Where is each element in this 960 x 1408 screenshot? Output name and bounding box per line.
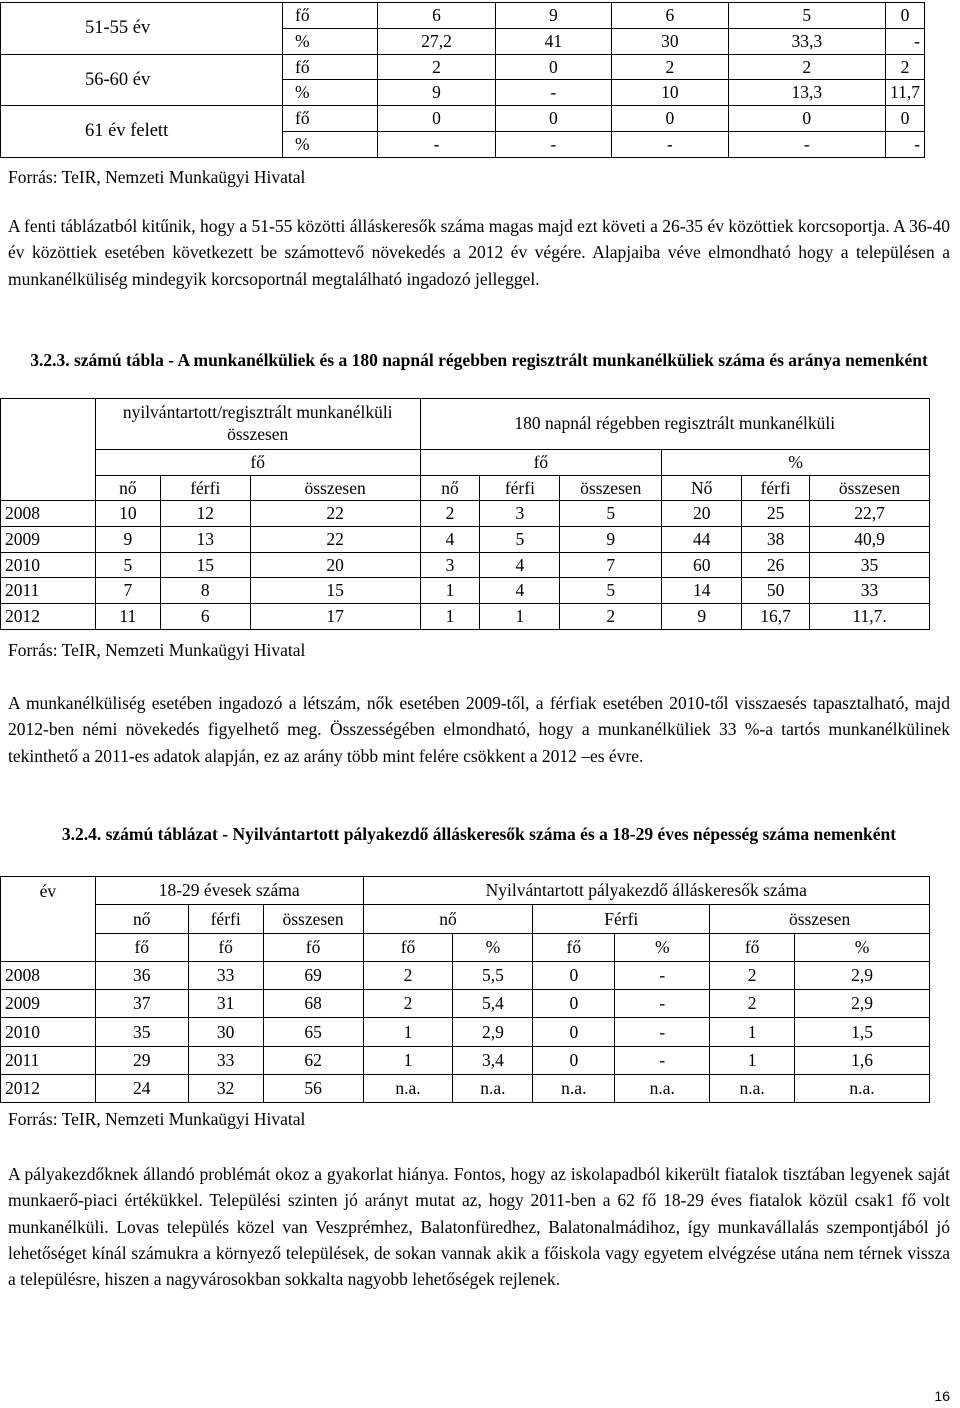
- header-osszesen: összesen: [710, 905, 930, 933]
- header-ferfi: férfi: [188, 905, 263, 933]
- year-cell: 2010: [1, 1018, 96, 1046]
- table-cell: 14: [662, 578, 742, 604]
- table-cell: 2,9: [795, 961, 930, 989]
- table-cell: 22: [250, 527, 420, 553]
- header-career-starters: Nyilvántartott pályakezdő álláskeresők száma: [363, 877, 929, 905]
- table-cell: 10: [95, 501, 160, 527]
- table-cell: n.a.: [533, 1075, 615, 1103]
- table-cell: 15: [250, 578, 420, 604]
- table-row: [1, 578, 930, 604]
- unit-label: fő: [283, 54, 378, 80]
- table-cell: 0: [533, 990, 615, 1018]
- table-row: [1, 3, 925, 29]
- table-cell: 24: [95, 1075, 188, 1103]
- column-header: %: [795, 933, 930, 961]
- table-cell: -: [615, 1046, 710, 1074]
- column-header: összesen: [810, 475, 930, 501]
- header-registered: nyilvántartott/regisztrált munkanélküli összesen: [95, 399, 420, 450]
- year-cell: 2008: [1, 501, 96, 527]
- year-cell: 2009: [1, 990, 96, 1018]
- table-cell: 2: [560, 604, 662, 630]
- column-header: férfi: [742, 475, 810, 501]
- header-180-days: 180 napnál régebben regisztrált munkanélküli: [420, 399, 929, 450]
- year-cell: 2011: [1, 1046, 96, 1074]
- table-cell: 2: [420, 501, 480, 527]
- table-cell: 30: [188, 1018, 263, 1046]
- table-cell: 17: [250, 604, 420, 630]
- table-cell: -: [612, 131, 728, 157]
- table-cell: 1: [420, 604, 480, 630]
- table-cell: 15: [160, 552, 250, 578]
- table-cell: 0: [533, 1046, 615, 1074]
- table-cell: -: [495, 80, 611, 106]
- table-cell: 5,5: [453, 961, 533, 989]
- year-cell: 2009: [1, 527, 96, 553]
- table-cell: 6: [160, 604, 250, 630]
- table-cell: 56: [263, 1075, 363, 1103]
- young-jobseekers-table: [0, 876, 930, 1103]
- table-cell: 9: [495, 3, 611, 29]
- table-cell: 1: [710, 1018, 795, 1046]
- column-header: nő: [95, 475, 160, 501]
- table-cell: 1: [363, 1046, 453, 1074]
- column-header: férfi: [160, 475, 250, 501]
- table-cell: 7: [95, 578, 160, 604]
- column-header: fő: [363, 933, 453, 961]
- table-cell: 5: [95, 552, 160, 578]
- table-cell: 9: [378, 80, 495, 106]
- table2-title: 3.2.3. számú tábla - A munkanélküliek és a 180 napnál régebben regisztrált munkanélküliek száma és aránya nemenként: [30, 350, 928, 370]
- table-cell: 33,3: [728, 28, 885, 54]
- table2-source: Forrás: TeIR, Nemzeti Munkaügyi Hivatal: [8, 640, 306, 660]
- unemployed-table-head: [1, 399, 930, 501]
- table-cell: 3: [480, 501, 560, 527]
- header-no: nő: [95, 905, 188, 933]
- young-table-head: [1, 877, 930, 962]
- table-cell: 26: [742, 552, 810, 578]
- table1-source: Forrás: TeIR, Nemzeti Munkaügyi Hivatal: [8, 167, 306, 187]
- header-18-29: 18-29 évesek száma: [95, 877, 363, 905]
- year-cell: 2008: [1, 961, 96, 989]
- table-row: [1, 1075, 930, 1103]
- column-header: nő: [420, 475, 480, 501]
- table-cell: 0: [533, 961, 615, 989]
- age-group-table: [0, 2, 925, 158]
- column-header: Nő: [662, 475, 742, 501]
- table-cell: 2,9: [453, 1018, 533, 1046]
- column-header: összesen: [250, 475, 420, 501]
- table-cell: 22: [250, 501, 420, 527]
- table-cell: 33: [188, 1046, 263, 1074]
- table-cell: 1,5: [795, 1018, 930, 1046]
- table-cell: n.a.: [453, 1075, 533, 1103]
- table-cell: 69: [263, 961, 363, 989]
- table-cell: 9: [662, 604, 742, 630]
- header-osszesen: összesen: [263, 905, 363, 933]
- table-cell: 31: [188, 990, 263, 1018]
- column-header: fő: [188, 933, 263, 961]
- table-cell: 4: [480, 552, 560, 578]
- table-cell: 32: [188, 1075, 263, 1103]
- unit-label: %: [283, 80, 378, 106]
- table-cell: 2: [378, 54, 495, 80]
- table-cell: 8: [160, 578, 250, 604]
- table-cell: 12: [160, 501, 250, 527]
- table-cell: 2,9: [795, 990, 930, 1018]
- unit-label: %: [283, 131, 378, 157]
- table-cell: 5: [560, 578, 662, 604]
- table-cell: n.a.: [710, 1075, 795, 1103]
- table-cell: 0: [378, 106, 495, 132]
- column-header: fő: [95, 933, 188, 961]
- table-cell: 2: [612, 54, 728, 80]
- table-cell: 40,9: [810, 527, 930, 553]
- table-cell: 41: [495, 28, 611, 54]
- young-table-body: [1, 961, 930, 1102]
- header-ferfi: Férfi: [533, 905, 710, 933]
- column-header: %: [615, 933, 710, 961]
- table-cell: 44: [662, 527, 742, 553]
- table-cell: -: [728, 131, 885, 157]
- table-row: [1, 501, 930, 527]
- table-cell: 9: [560, 527, 662, 553]
- table-row: [1, 527, 930, 553]
- table-cell: 5: [728, 3, 885, 29]
- age-group-table-body: [1, 3, 925, 158]
- table-cell: 10: [612, 80, 728, 106]
- table-row: [1, 604, 930, 630]
- table-cell: 25: [742, 501, 810, 527]
- table-cell: 22,7: [810, 501, 930, 527]
- paragraph-1: A fenti táblázatból kitűnik, hogy a 51-55 közötti álláskeresők száma magas majd ezt követi a 26-35 év közöttiek korcsoportja. A 36-40 év közöttiek esetében következett be számottevő növekedés a 2012 év végére. Alapjaiba véve elmondható hogy a településen a munkanélküliség mindegyik korcsoportnál megtalálható ingadozó jelleggel.: [8, 216, 950, 289]
- age-group-label: 61 év felett: [1, 106, 283, 158]
- table-cell: 30: [612, 28, 728, 54]
- table-cell: 68: [263, 990, 363, 1018]
- table-cell: 0: [612, 106, 728, 132]
- table-cell: 5: [560, 501, 662, 527]
- table-row: [1, 990, 930, 1018]
- table-cell: 11: [95, 604, 160, 630]
- table-cell: 2: [363, 990, 453, 1018]
- unemployed-table-body: [1, 501, 930, 629]
- table-row: [1, 106, 925, 132]
- header-year: év: [1, 877, 96, 905]
- table-cell: 2: [710, 961, 795, 989]
- table-cell: 4: [420, 527, 480, 553]
- age-group-label: 56-60 év: [1, 54, 283, 106]
- table-cell: 1: [480, 604, 560, 630]
- column-header: %: [453, 933, 533, 961]
- table-row: [1, 1046, 930, 1074]
- paragraph-3: A pályakezdőknek állandó problémát okoz a gyakorlat hiánya. Fontos, hogy az iskolapadból kikerült fiatalok tisztában legyenek saját munkaerő-piaci értékükkel. Települési szinten jó arányt mutat az, hogy 2011-ben a 62 fő 18-29 éves fiatalok közül csak1 fő volt munkanélküli. Lovas település közel van Veszprémhez, Balatonfüredhez, Balatonalmádihoz, így munkavállalás szempontjából jó lehetőséget kínál számukra a környező települések, de sokan vannak akik a főiskola vagy egyetem elvégzése utána nem térnek vissza a településre, hiszen a nagyvárosokban sokkalta nagyobb lehetőségek rejlenek.: [8, 1164, 950, 1290]
- table-cell: 0: [886, 106, 925, 132]
- table-cell: 7: [560, 552, 662, 578]
- table-cell: 1: [420, 578, 480, 604]
- table-row: [1, 1018, 930, 1046]
- table-cell: 33: [188, 961, 263, 989]
- table-cell: 0: [533, 1018, 615, 1046]
- table-cell: 20: [662, 501, 742, 527]
- table-cell: n.a.: [615, 1075, 710, 1103]
- page-number: 16: [934, 1388, 950, 1404]
- table-cell: 33: [810, 578, 930, 604]
- column-header: férfi: [480, 475, 560, 501]
- table-cell: 1: [710, 1046, 795, 1074]
- table-cell: 50: [742, 578, 810, 604]
- table-cell: 65: [263, 1018, 363, 1046]
- paragraph-2: A munkanélküliség esetében ingadozó a létszám, nők esetében 2009-től, a férfiak esetében 2010-től visszaesés tapasztalható, majd 2012-ben némi növekedés figyelhető meg. Összességében elmondható, hogy a munkanélküliek 33 %-a tartós munkanélkülinek tekinthető a 2011-es adatok alapján, ez az arány több mint felére csökkent a 2012 –es évre.: [8, 693, 950, 766]
- table-cell: -: [886, 131, 925, 157]
- table-cell: 2: [363, 961, 453, 989]
- table-cell: 3,4: [453, 1046, 533, 1074]
- year-cell: 2012: [1, 1075, 96, 1103]
- table-cell: 3: [420, 552, 480, 578]
- year-cell: 2011: [1, 578, 96, 604]
- age-group-label: 51-55 év: [1, 3, 283, 55]
- column-header: fő: [710, 933, 795, 961]
- table-row: [1, 552, 930, 578]
- table-cell: -: [615, 961, 710, 989]
- table-cell: 35: [810, 552, 930, 578]
- header-no: nő: [363, 905, 533, 933]
- table-cell: 29: [95, 1046, 188, 1074]
- unemployed-by-sex-table: [0, 398, 930, 630]
- table-cell: 5: [480, 527, 560, 553]
- table-row: [1, 961, 930, 989]
- table-cell: 27,2: [378, 28, 495, 54]
- table-cell: 2: [886, 54, 925, 80]
- table-cell: 0: [728, 106, 885, 132]
- column-header: fő: [263, 933, 363, 961]
- unit-label: %: [283, 28, 378, 54]
- column-header: fő: [533, 933, 615, 961]
- column-header: összesen: [560, 475, 662, 501]
- table-cell: 2: [710, 990, 795, 1018]
- header-fo: fő: [420, 450, 662, 476]
- table-cell: -: [615, 1018, 710, 1046]
- unit-label: fő: [283, 3, 378, 29]
- year-cell: 2010: [1, 552, 96, 578]
- table-cell: 5,4: [453, 990, 533, 1018]
- table-cell: 0: [495, 54, 611, 80]
- table-cell: 1,6: [795, 1046, 930, 1074]
- header-fo: fő: [95, 450, 420, 476]
- table-cell: 2: [728, 54, 885, 80]
- table-cell: 36: [95, 961, 188, 989]
- table-row: [1, 54, 925, 80]
- table-cell: 13: [160, 527, 250, 553]
- table-cell: 6: [378, 3, 495, 29]
- table-cell: 4: [480, 578, 560, 604]
- table-cell: 6: [612, 3, 728, 29]
- table-cell: n.a.: [795, 1075, 930, 1103]
- table3-title: 3.2.4. számú táblázat - Nyilvántartott pályakezdő álláskeresők száma és a 18-29 éves népesség száma nemenként: [61, 824, 897, 844]
- table-cell: -: [615, 990, 710, 1018]
- table-cell: 0: [495, 106, 611, 132]
- table-cell: 62: [263, 1046, 363, 1074]
- header-percent: %: [662, 450, 930, 476]
- table-cell: 20: [250, 552, 420, 578]
- table-cell: 11,7.: [810, 604, 930, 630]
- table-cell: 38: [742, 527, 810, 553]
- table-cell: 0: [886, 3, 925, 29]
- table-cell: 1: [363, 1018, 453, 1046]
- year-cell: 2012: [1, 604, 96, 630]
- table-cell: 11,7: [886, 80, 925, 106]
- table-cell: 13,3: [728, 80, 885, 106]
- table-cell: n.a.: [363, 1075, 453, 1103]
- table-cell: 37: [95, 990, 188, 1018]
- table-cell: -: [495, 131, 611, 157]
- table-cell: 35: [95, 1018, 188, 1046]
- unit-label: fő: [283, 106, 378, 132]
- table-cell: 60: [662, 552, 742, 578]
- table-cell: -: [886, 28, 925, 54]
- table-cell: -: [378, 131, 495, 157]
- table-cell: 16,7: [742, 604, 810, 630]
- table3-source: Forrás: TeIR, Nemzeti Munkaügyi Hivatal: [8, 1109, 306, 1129]
- table-cell: 9: [95, 527, 160, 553]
